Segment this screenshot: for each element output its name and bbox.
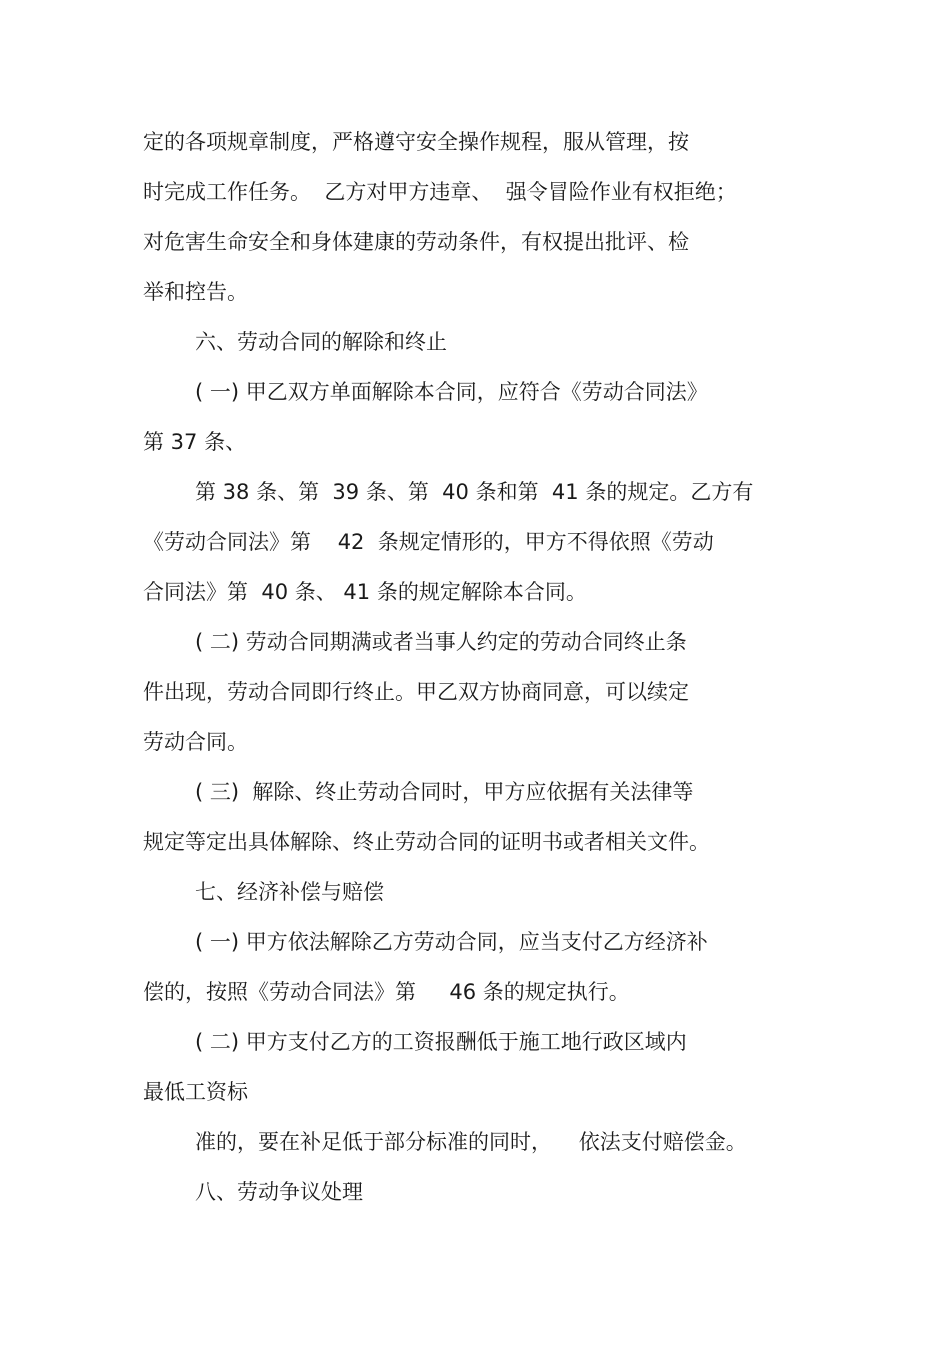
body-text-line: 最低工资标 <box>143 1080 248 1104</box>
body-text-line: 第 37 条、 <box>143 430 247 454</box>
body-text-line: 件出现，劳动合同即行终止。甲乙双方协商同意，可以续定 <box>143 680 689 704</box>
clause-line: ( 二) 劳动合同期满或者当事人约定的劳动合同终止条 <box>195 630 687 654</box>
body-text-line: 举和控告。 <box>143 280 248 304</box>
clause-line: ( 三) 解除、终止劳动合同时，甲方应依据有关法律等 <box>195 780 694 804</box>
section-heading-8: 八、劳动争议处理 <box>195 1180 363 1204</box>
section-heading-6: 六、劳动合同的解除和终止 <box>195 330 447 354</box>
body-text-line: 《劳动合同法》第 42 条规定情形的，甲方不得依照《劳动 <box>143 530 714 554</box>
body-text-line: 劳动合同。 <box>143 730 248 754</box>
clause-line: ( 一) 甲乙双方单面解除本合同，应符合《劳动合同法》 <box>195 380 708 404</box>
clause-line: ( 一) 甲方依法解除乙方劳动合同，应当支付乙方经济补 <box>195 930 708 954</box>
body-text-line: 时完成工作任务。 乙方对甲方违章、 强令冒险作业有权拒绝； <box>143 180 737 204</box>
section-heading-7: 七、经济补偿与赔偿 <box>195 880 384 904</box>
body-text-line: 对危害生命安全和身体建康的劳动条件，有权提出批评、检 <box>143 230 689 254</box>
body-text-line: 定的各项规章制度，严格遵守安全操作规程，服从管理，按 <box>143 130 689 154</box>
body-text-line: 规定等定出具体解除、终止劳动合同的证明书或者相关文件。 <box>143 830 710 854</box>
body-text-line: 合同法》第 40 条、 41 条的规定解除本合同。 <box>143 580 587 604</box>
body-text-line: 准的，要在补足低于部分标准的同时， 依法支付赔偿金。 <box>195 1130 747 1154</box>
body-text-line: 偿的，按照《劳动合同法》第 46 条的规定执行。 <box>143 980 630 1004</box>
clause-line: 第 38 条、第 39 条、第 40 条和第 41 条的规定。乙方有 <box>195 480 754 504</box>
clause-line: ( 二) 甲方支付乙方的工资报酬低于施工地行政区域内 <box>195 1030 687 1054</box>
